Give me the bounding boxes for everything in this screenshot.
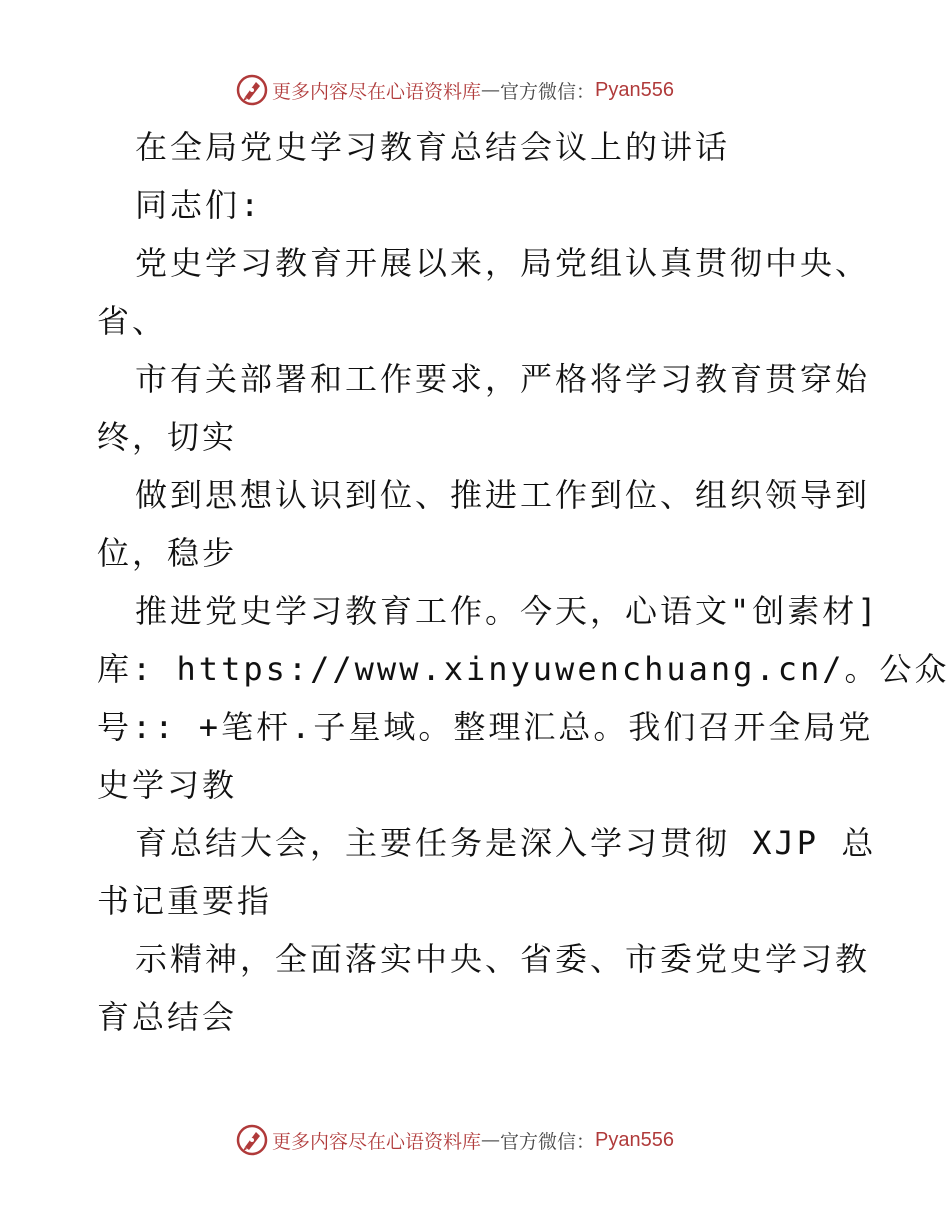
banner-separator: — [481, 79, 501, 101]
banner-brand-text: 更多内容尽在心语资料库 [272, 1130, 482, 1153]
paragraph-line: 示精神，全面落实中央、省委、市委党史学习教 [135, 940, 871, 978]
paragraph-line: 库: https://www.xinyuwenchuang.cn/。公众 [97, 650, 950, 688]
paragraph-line: 市有关部署和工作要求，严格将学习教育贯穿始 [135, 360, 871, 398]
banner-separator: — [481, 1129, 501, 1151]
paragraph-line: 省、 [97, 302, 168, 340]
header-banner [236, 72, 674, 108]
pen-nib-logo-icon [236, 74, 268, 106]
paragraph-line: 史学习教 [97, 766, 238, 804]
paragraph-line: 号:: +笔杆.子星域。整理汇总。我们召开全局党 [97, 708, 874, 746]
banner-wechat-id: Pyan556 [595, 1128, 674, 1151]
paragraph-line: 位，稳步 [97, 534, 238, 572]
paragraph-line: 推进党史学习教育工作。今天，心语文"创素材] [135, 592, 880, 630]
pen-nib-logo-icon [236, 1124, 268, 1156]
paragraph-line: 育总结大会，主要任务是深入学习贯彻 XJP 总 [135, 824, 877, 862]
salutation: 同志们: [135, 186, 263, 224]
paragraph-line: 书记重要指 [97, 882, 273, 920]
document-title: 在全局党史学习教育总结会议上的讲话 [135, 128, 731, 166]
banner-brand-text: 更多内容尽在心语资料库 [272, 80, 482, 103]
paragraph-line: 党史学习教育开展以来，局党组认真贯彻中央、 [135, 244, 871, 282]
banner-wechat-label: 官方微信： [500, 80, 596, 103]
footer-banner [236, 1122, 674, 1158]
paragraph-line: 终，切实 [97, 418, 238, 456]
paragraph-line: 育总结会 [97, 998, 238, 1036]
banner-wechat-label: 官方微信： [500, 1130, 596, 1153]
banner-wechat-id: Pyan556 [595, 78, 674, 101]
paragraph-line: 做到思想认识到位、推进工作到位、组织领导到 [135, 476, 871, 514]
document-body [97, 118, 950, 1046]
